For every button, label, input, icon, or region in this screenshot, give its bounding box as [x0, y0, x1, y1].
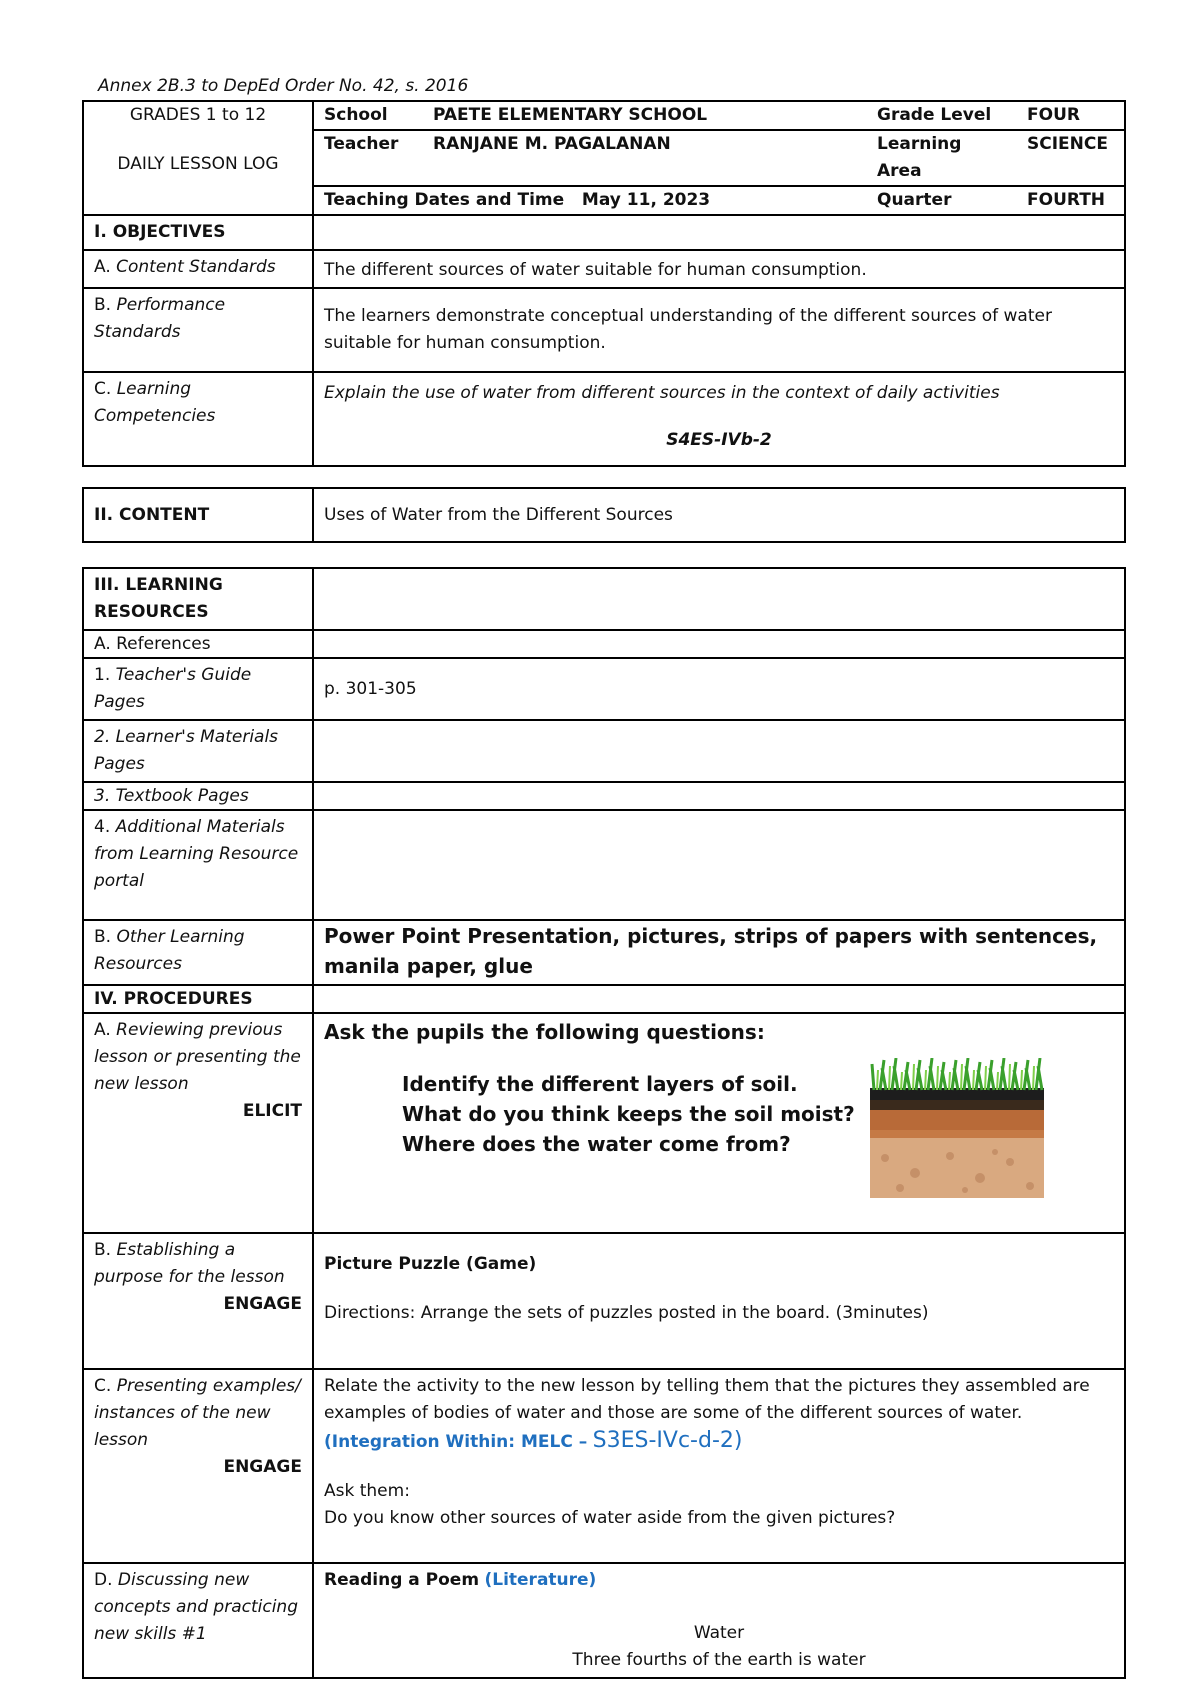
- label-num: A.: [94, 1020, 111, 1040]
- dates-cell: [313, 186, 867, 215]
- content-title: II. CONTENT: [83, 488, 313, 542]
- objectives-title: I. OBJECTIVES: [83, 215, 313, 250]
- questions-intro: Ask the pupils the following questions:: [324, 1020, 765, 1044]
- label-text: Presenting examples/ instances of the new lesson: [94, 1376, 301, 1450]
- content-value: Uses of Water from the Different Sources: [313, 488, 1125, 542]
- procedures-empty: [313, 985, 1125, 1013]
- procedure-b-cell: [313, 1233, 1125, 1369]
- label-num: B.: [94, 1240, 112, 1260]
- other-resources-label: [83, 920, 313, 985]
- literature-tag: (Literature): [484, 1570, 597, 1590]
- label-num: 1.: [94, 665, 111, 685]
- question-1: Identify the different layers of soil.: [402, 1072, 798, 1096]
- learning-competencies-label: [83, 372, 313, 466]
- procedure-a-label: [83, 1013, 313, 1233]
- annex-note: Annex 2B.3 to DepEd Order No. 42, s. 2016: [98, 76, 469, 96]
- label-num: C.: [94, 1376, 112, 1396]
- performance-standards-value: The learners demonstrate conceptual understanding of the different sources of water suitable for human consumption.: [313, 288, 1125, 372]
- question-2: What do you think keeps the soil moist?: [402, 1102, 855, 1126]
- quarter-value: FOURTH: [1027, 190, 1106, 210]
- additional-materials-empty: [313, 810, 1125, 920]
- references-text: A. References: [94, 634, 211, 654]
- school-label: School: [313, 101, 423, 130]
- teachers-guide-label: [83, 658, 313, 720]
- label-text: Teacher's Guide Pages: [94, 665, 252, 712]
- performance-standards-label: [83, 288, 313, 372]
- content-standards-value: The different sources of water suitable for human consumption.: [313, 250, 1125, 288]
- label-num: 4.: [94, 817, 111, 837]
- learners-materials-empty: [313, 720, 1125, 782]
- procedure-d-label: [83, 1563, 313, 1678]
- label-text: Additional Materials from Learning Resource portal: [94, 817, 299, 891]
- procedures-title: IV. PROCEDURES: [83, 985, 313, 1013]
- poem-activity: Reading a Poem: [324, 1570, 480, 1590]
- game-directions: Directions: Arrange the sets of puzzles posted in the board. (3minutes): [324, 1303, 929, 1323]
- school-value: PAETE ELEMENTARY SCHOOL: [423, 101, 867, 130]
- competencies-text: Explain the use of water from different sources in the context of daily activities: [324, 383, 1000, 403]
- integration-text: (Integration Within: MELC –: [324, 1432, 588, 1452]
- additional-materials-label: [83, 810, 313, 920]
- objectives-empty: [313, 215, 1125, 250]
- dates-label: Teaching Dates and Time: [324, 190, 565, 210]
- textbook-pages-empty: [313, 782, 1125, 810]
- area-value: SCIENCE: [1017, 130, 1125, 186]
- area-label: Learning Area: [867, 130, 1017, 186]
- label-text: Reviewing previous lesson or presenting the new lesson: [94, 1020, 301, 1094]
- engage-tag: ENGAGE: [223, 1294, 302, 1314]
- teacher-value: RANJANE M. PAGALANAN: [423, 130, 867, 186]
- header-table: [82, 100, 1126, 216]
- other-resources-value: Power Point Presentation, pictures, strips of papers with sentences, manila paper, glue: [313, 920, 1125, 985]
- label-text: Learning Competencies: [94, 379, 216, 426]
- label-num: B.: [94, 295, 112, 315]
- label-text: Content Standards: [116, 257, 276, 277]
- log-label: DAILY LESSON LOG: [117, 154, 279, 174]
- quarter-label: Quarter: [877, 190, 952, 210]
- game-title: Picture Puzzle (Game): [324, 1254, 537, 1274]
- grade-label: Grade Level: [867, 101, 1017, 130]
- learners-materials-label: 2. Learner's Materials Pages: [83, 720, 313, 782]
- ask-question: Do you know other sources of water aside from the given pictures?: [324, 1508, 896, 1528]
- procedure-d-cell: [313, 1563, 1125, 1678]
- teacher-label: Teacher: [313, 130, 423, 186]
- engage-tag: ENGAGE: [223, 1457, 302, 1477]
- objectives-table: [82, 214, 1126, 467]
- integration-code: S3ES-IVc-d-2): [592, 1428, 743, 1453]
- grass: [872, 1058, 1042, 1090]
- relate-text: Relate the activity to the new lesson by telling them that the pictures they assembled are examples of bodies of water and those are some of the different sources of water.: [324, 1376, 1090, 1423]
- references-empty: [313, 630, 1125, 658]
- question-3: Where does the water come from?: [402, 1132, 791, 1156]
- procedure-b-label: [83, 1233, 313, 1369]
- procedure-c-label: [83, 1369, 313, 1563]
- dates-value: May 11, 2023: [581, 190, 711, 210]
- label-num: D.: [94, 1570, 113, 1590]
- procedure-c-cell: [313, 1369, 1125, 1563]
- learning-competencies-cell: [313, 372, 1125, 466]
- teachers-guide-value: p. 301-305: [313, 658, 1125, 720]
- resources-title: III. LEARNING RESOURCES: [83, 568, 313, 630]
- elicit-tag: ELICIT: [242, 1101, 302, 1121]
- integration-line: [324, 1427, 1114, 1456]
- competency-code: S4ES-IVb-2: [666, 430, 772, 450]
- poem-title: Water: [693, 1623, 745, 1643]
- label-text: Discussing new concepts and practicing new skills #1: [94, 1570, 298, 1644]
- textbook-pages-label: 3. Textbook Pages: [83, 782, 313, 810]
- clay-band: [870, 1130, 1044, 1138]
- grade-value: FOUR: [1017, 101, 1125, 130]
- content-table: [82, 487, 1126, 543]
- label-num: B.: [94, 927, 112, 947]
- label-text: Establishing a purpose for the lesson: [94, 1240, 285, 1287]
- ask-label: Ask them:: [324, 1481, 410, 1501]
- grades-label: GRADES 1 to 12: [129, 105, 267, 125]
- poem-heading: [324, 1567, 1114, 1594]
- label-text: Other Learning Resources: [94, 927, 245, 974]
- header-left-cell: [83, 101, 313, 215]
- label-num: A.: [94, 257, 111, 277]
- resources-empty: [313, 568, 1125, 630]
- label-text: Performance Standards: [94, 295, 226, 342]
- label-num: C.: [94, 379, 112, 399]
- references-label: [83, 630, 313, 658]
- content-standards-label: [83, 250, 313, 288]
- clay-layer: [870, 1108, 1044, 1130]
- poem-line-1: Three fourths of the earth is water: [572, 1650, 866, 1670]
- soil-layers-image: [870, 1058, 1044, 1198]
